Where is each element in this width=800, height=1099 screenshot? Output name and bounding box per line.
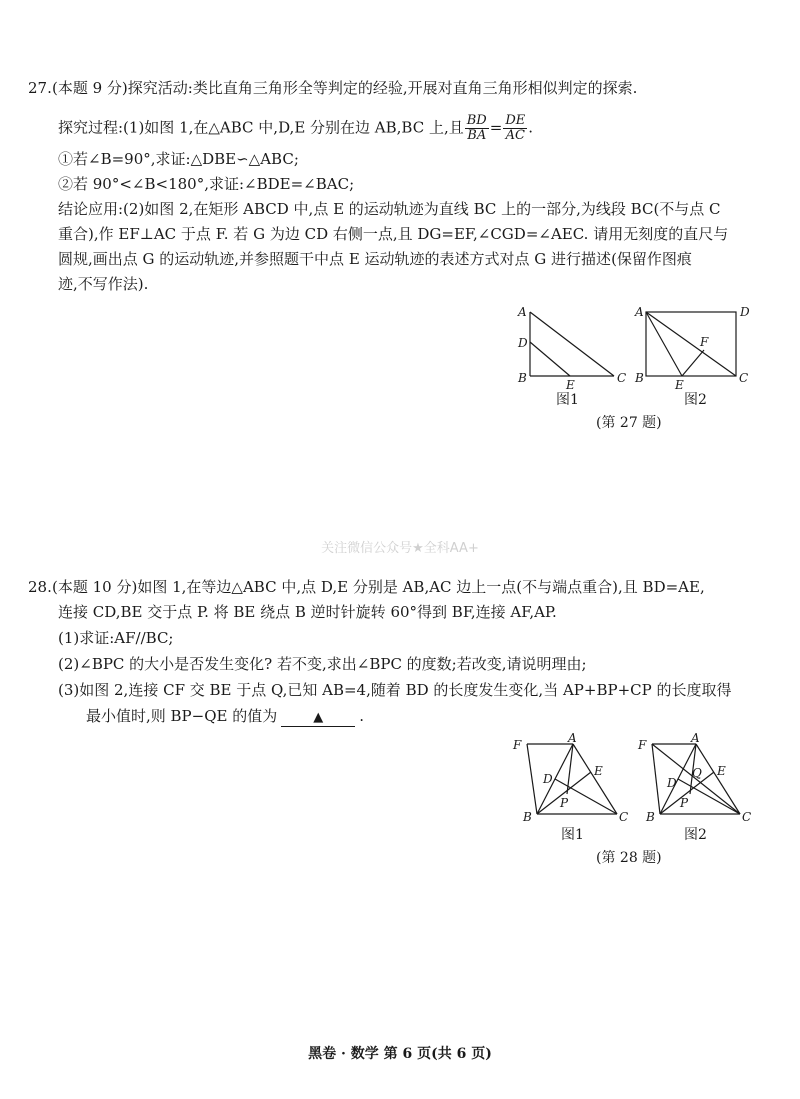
q28-line6: 最小值时,则 BP−QE 的值为 ▲ . [86, 707, 365, 725]
q27-line2: 探究过程:(1)如图 1,在△ABC 中,D,E 分别在边 AB,BC 上,且 $\frac{BD}{BA}$ = $\frac{DE}{AC}$ . [58, 113, 534, 143]
q27-number: 27. [28, 79, 52, 97]
q27-line7: 圆规,画出点 G 的运动轨迹,并参照题干中点 E 运动轨迹的表述方式对点 G 进行描述(保留作图痕 [58, 250, 692, 268]
point-a-label: A [635, 305, 644, 319]
point-b-label: B [518, 371, 527, 385]
answer-blank: ▲ [281, 710, 355, 727]
segment-ef [682, 350, 704, 376]
segment-fb [527, 744, 537, 814]
fraction-bd-ba: $\frac{BD}{BA}$ [466, 113, 487, 143]
point-a-label: A [568, 732, 577, 745]
q27-line8: 迹,不写作法). [58, 275, 149, 293]
point-q-label: Q [692, 766, 702, 780]
q27-line1: (本题 9 分)探究活动:类比直角三角形全等判定的经验,开展对直角三角形相似判定的探索. [52, 79, 638, 97]
point-b-label: B [646, 810, 655, 824]
q28-figure2-caption: 图2 [684, 827, 707, 843]
point-b-label: B [635, 371, 644, 385]
q28-line1: (本题 10 分)如图 1,在等边△ABC 中,点 D,E 分别是 AB,AC 边上一点(不与端点重合),且 BD=AE, [52, 578, 705, 596]
q28-line3: (1)求证:AF//BC; [58, 629, 174, 647]
point-p-label: P [680, 796, 689, 810]
point-b-label: B [523, 810, 532, 824]
q27-line5: 结论应用:(2)如图 2,在矩形 ABCD 中,点 E 的运动轨迹为直线 BC 上的一部分,为线段 BC(不与点 C [58, 200, 721, 218]
segment-ae [646, 312, 682, 376]
q28-figure1-caption: 图1 [561, 827, 584, 843]
point-f-label: F [700, 335, 709, 349]
point-p-label: P [560, 796, 569, 810]
point-e-label: E [594, 764, 603, 778]
q28-figure2 [630, 732, 755, 827]
q28-label: (第 28 题) [596, 850, 662, 866]
segment-ac [573, 744, 617, 814]
point-c-label: C [617, 371, 627, 385]
segment-fb [652, 744, 660, 814]
q28-number: 28. [28, 578, 52, 596]
point-d-label: D [667, 776, 677, 790]
point-f-label: F [638, 738, 647, 752]
segment-ac [530, 312, 614, 376]
q28-line5: (3)如图 2,连接 CF 交 BE 于点 Q,已知 AB=4,随着 BD 的长度发生变化,当 AP+BP+CP 的长度取得 [58, 681, 732, 699]
point-c-label: C [739, 371, 749, 385]
segment-de [530, 342, 570, 376]
point-a-label: A [518, 305, 527, 319]
point-e-label: E [566, 378, 575, 390]
q27-figure1-caption: 图1 [556, 392, 579, 408]
point-d-label: D [740, 305, 750, 319]
q27-line3: ①若∠B=90°,求证:△DBE∽△ABC; [58, 150, 299, 168]
q27-line4: ②若 90°<∠B<180°,求证:∠BDE=∠BAC; [58, 175, 355, 193]
segment-ac [646, 312, 736, 376]
page-footer: 黑卷 · 数学 第 6 页(共 6 页) [308, 1046, 492, 1062]
point-e-label: E [717, 764, 726, 778]
q27-line6: 重合),作 EF⊥AC 于点 F. 若 G 为边 CD 右侧一点,且 DG=EF,∠CGD=∠AEC. 请用无刻度的直尺与 [58, 225, 729, 243]
q27-figure2 [630, 300, 755, 390]
point-d-label: D [543, 772, 553, 786]
watermark: 关注微信公众号★全科AA+ [321, 541, 479, 556]
q28-line2: 连接 CD,BE 交于点 P. 将 BE 绕点 B 逆时针旋转 60°得到 BF,连接 AF,AP. [58, 603, 557, 621]
q28-line4: (2)∠BPC 的大小是否发生变化? 若不变,求出∠BPC 的度数;若改变,请说明理由; [58, 655, 587, 673]
q27-figure2-caption: 图2 [684, 392, 707, 408]
q28-figure1 [505, 732, 630, 827]
q27-label: (第 27 题) [596, 415, 662, 431]
segment-ac [696, 744, 740, 814]
point-c-label: C [742, 810, 752, 824]
point-c-label: C [619, 810, 629, 824]
point-a-label: A [691, 732, 700, 745]
point-f-label: F [513, 738, 522, 752]
q27-figure1 [510, 300, 630, 390]
point-d-label: D [518, 336, 528, 350]
fraction-de-ac: $\frac{DE}{AC}$ [505, 113, 526, 143]
point-e-label: E [675, 378, 684, 390]
